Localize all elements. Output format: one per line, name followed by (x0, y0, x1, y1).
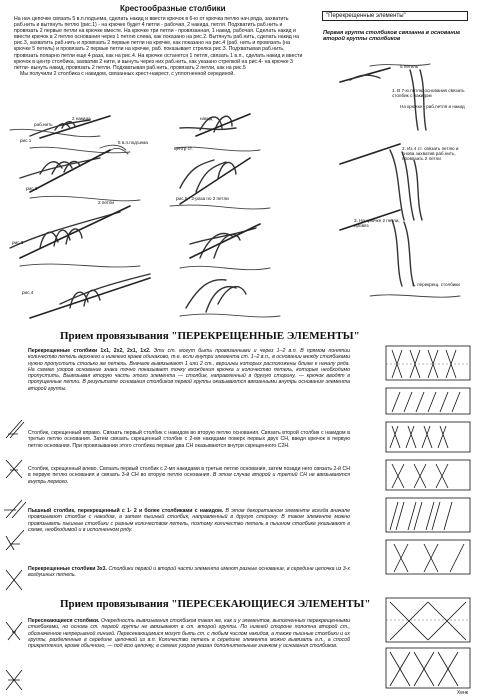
label-5vp: 5 в.п.подъема (118, 140, 148, 145)
label-step1b: На крючке - раб.петля и накид (400, 104, 465, 109)
section1-p3 (28, 466, 350, 485)
section1-p1 (28, 348, 350, 392)
label-center: центр ст. (174, 146, 193, 151)
page-title: Крестообразные столбики (120, 4, 226, 13)
label-step1: 1. В 7-ю петлю основания связать столбик с накидом (392, 88, 465, 98)
box-title: "Перекрещенные элементы" (322, 11, 468, 21)
label-fig3: рис.3 (12, 240, 24, 245)
p1-lead: Перекрещенные столбики 1х1, 2х2, 2х1, 1х2. (28, 348, 151, 354)
s2p1-body: Очередность вывязывания столбиков такая же, как и у элементов, выполненных перекрещенными столбиками, но основа ст. первой группы не ввязывают в ст. второй группы. По нижней стороне полотна второй ст., обозначенное непрерывной линией. Пересекающимися могут быть ст. с любым числом накидов, а также пышные столбики и их группы, разделенные в середине цепочкой из в.п. Количество петель в середине элемента можно вывязать в.п., а способ прикрепления, кроме обычного, — под всю цепочку, в схемах узоров указан дополнительным значком у основания столбиков. (28, 618, 350, 650)
p3-body: Столбик, скрещенный влево. Связать первый столбик с 2-мя накидами в третью петлю основания, затем позади него связать 2-й СН в первую петлю основания и связать 3-й СН во вторую петлю основания. (28, 466, 350, 479)
section1-p2: Столбик, скрещенный вправо. Связать первый столбик с накидом во вторую петлю основания. Связать второй столбик с накидом в третью петлю основания. Затем связать скрещенный столбик с 2-мя накидами поверх первых двух СН, введя крючок в первую петлю основания. При провязывании этого столбика первые два СН оказываются внутри скрещенного С2Н. (28, 430, 350, 449)
section2-p1 (28, 618, 350, 649)
label-fig2: рис.2 (26, 186, 38, 191)
s2p1-lead: Пересекающиеся столбики. (28, 618, 100, 624)
intro-note: Мы получили 2 столбика с накидом, связанных крест-накрест, с уплотненной серединой. (20, 70, 235, 77)
section1-p5 (28, 566, 350, 579)
credit: Хенк (456, 690, 468, 696)
section1-heading: Прием провязывания "ПЕРЕКРЕЩЕННЫЕ ЭЛЕМЕНТЫ" (60, 330, 360, 342)
label-step3: 3. На крючке 2 петли, провяз (354, 218, 400, 228)
section2-heading: Прием провязывания "ПЕРЕСЕКАЮЩИЕСЯ ЭЛЕМЕНТЫ" (60, 598, 371, 610)
label-fig1: рис.1 (20, 138, 32, 143)
intro-text (14, 16, 306, 77)
label-rab-nit: раб.нить (34, 122, 53, 127)
box-subtitle: Первая группа столбиков связанна в основание второй группы столбиков (323, 30, 461, 43)
label-fig5: рис.5 - 2-раза по 2 петли (176, 196, 229, 201)
symbol-column-left (2, 340, 32, 700)
label-nakid: накид (200, 116, 213, 121)
label-2-nakida: 2 накида (72, 116, 91, 121)
p3-note: В этом случае второй и третий СН не ввязываются внутрь первого. (28, 472, 351, 485)
label-step4: 4. перекрещ. столбики (412, 282, 460, 287)
label-2-petli: 2 петли (98, 200, 114, 205)
label-pet5: 5 петель (400, 64, 419, 69)
section1-p4 (28, 508, 350, 533)
p5-body: Столбики первой и второй части элемента имеют разные основание, в середине цепочка из 3-х воздушных петель. (28, 566, 350, 579)
p1-body: Эти ст. могут быть провязанными и через 1–2 в.п. В прямом понятии количество петель верхнего и нижнего краев одинаково, т.е. если внутри элемента ст. 1–2 в.п., в основании между столбиками нужно пропустить столько же петель. Вначале вывязывают 1 или 2 ст., вершины которых расположены ближе к началу ряда. На схемах узоров основание знака точно показывает точку вхождения крючка и количество петель, которые необходимо пропустить. Вывязывая вторую часть этого элемента — столбик, направленный в другую сторону, — крючок вводят в пропущенные петли. В результате основания столбиков первой группы оказываются ввязанными внутрь основания элемента второй группы. (28, 348, 350, 392)
symbol-column-right (384, 344, 474, 694)
label-fig4: рис.4 (22, 290, 34, 295)
tutorial-illustrations-left (0, 108, 320, 328)
label-step2: 2. Из 4 ст. связать петлю и снова захватив раб.нить, провязать 2 петли (402, 146, 459, 161)
intro-body: На нач цепочке связать 5 в.п.подъема, сделать накид и ввести крючок в 6-ю от крючка петлю нач.ряда, захватить раб.нить и вытянуть петлю (рис.1) - на крючке будет 4 петли - рабочая, 2 накида, петля. Подхватить раб.нить и провязать 2 первые петли на крючке вместе. На крючке три петли - провязанная, 1 накид, рабочая. Сделать накид и ввести крючок в 2 петлю основания через 1 петлю слева, как показано на рис.2. Вытянуть раб.нить, сделать накид на рис.3, захватить раб.нить и провязать 2 первые петли на крючке, как показано на рис.4 (раб. нить и провязать (на крючке 5 петель) и провязать 2 первые петли на крючке, раб. показывает стрелка рис.3. Подхватывая раб.нить, провязать попарно петли еще 4 раза, как на рис.4. На крючке останется 1 петля, связать 1 в.п., сделать накид и ввести крючок в центр столбика, захватив 2 нити, и вынуть через них раб.нить, как указано стрелкой на рис.4- на крючке 3 петли- вынуть накид, провязать 2 петли. Подхватывая раб.нить, провязать 2 петли, как на рис.5 (14, 16, 303, 71)
p5-lead: Перекрещенные столбики 3х3. (28, 566, 108, 572)
p4-lead: Пышный столбик, перекрещенный с 1- 2 и более столбиками с накидом. (28, 508, 224, 514)
p4-body: В этом декоративном элементе всегда вначале провязывают столбик с накидом, а затем пышный столбик, направленный в другую сторону. В таком элементе можно провязывать пышные столбики с разным количеством петель, поэтому количество петель в пышном столбике указывают в схеме, необходимой и в исполненном ряду. (28, 508, 350, 533)
